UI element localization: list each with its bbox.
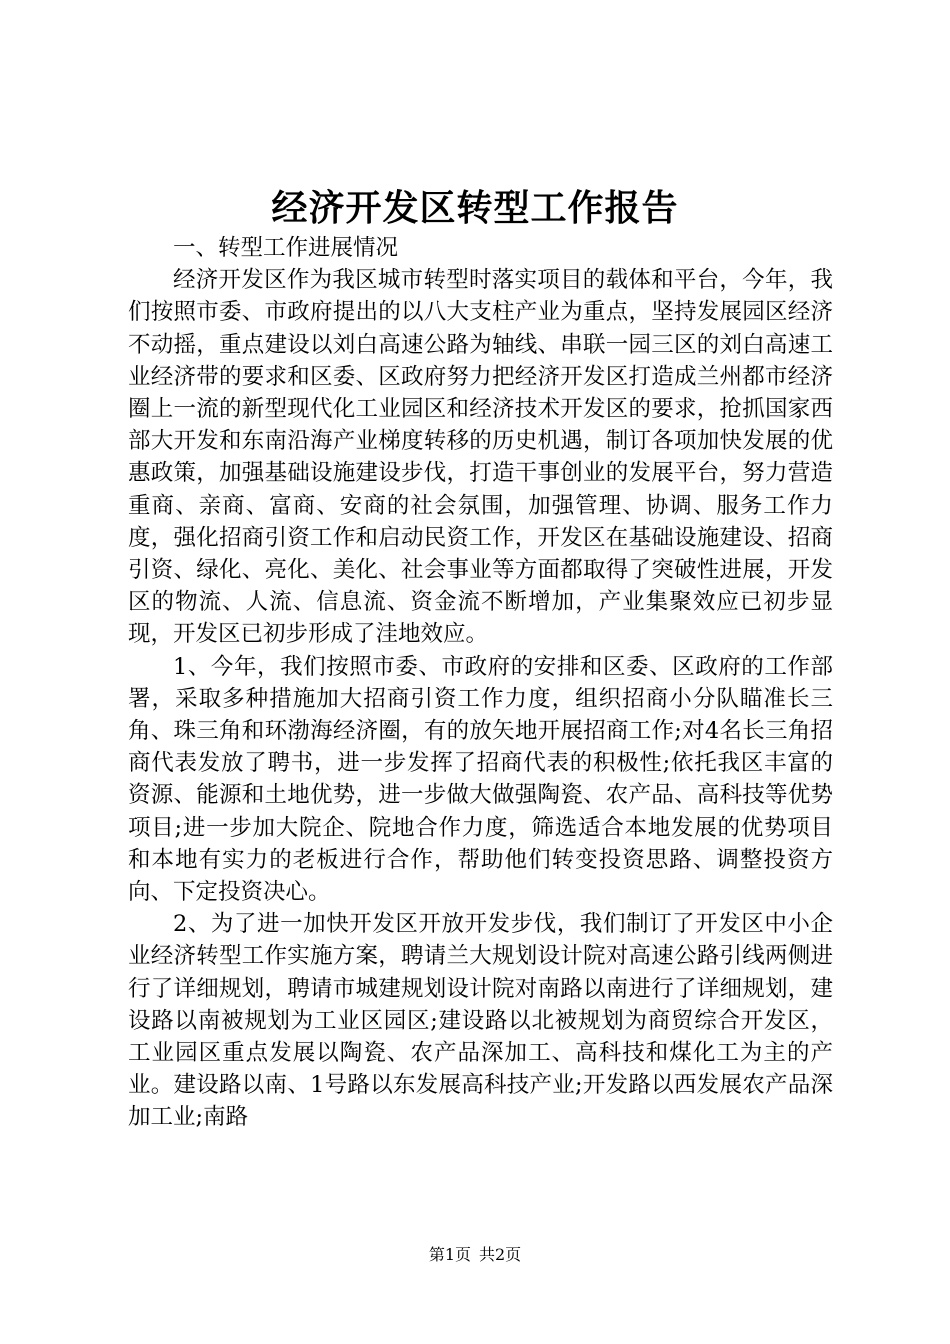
page-footer	[0, 1245, 950, 1265]
paragraph-item-1: 1、今年，我们按照市委、市政府的安排和区委、区政府的工作部署，采取多种措施加大招商引资工作力度，组织招商小分队瞄准长三角、珠三角和环渤海经济圈，有的放矢地开展招商工作;对4名长三角招商代表发放了聘书，进一步发挥了招商代表的积极性;依托我区丰富的资源、能源和土地优势，进一步做大做强陶瓷、农产品、高科技等优势项目;进一步加大院企、院地合作力度，筛选适合本地发展的优势项目和本地有实力的老板进行合作，帮助他们转变投资思路、调整投资方向、下定投资决心。	[128, 653, 833, 906]
document-body	[128, 232, 833, 1134]
paragraph-intro: 经济开发区作为我区城市转型时落实项目的载体和平台，今年，我们按照市委、市政府提出的以八大支柱产业为重点，坚持发展园区经济不动摇，重点建设以刘白高速公路为轴线、串联一园三区的刘白高速工业经济带的要求和区委、区政府努力把经济开发区打造成兰州都市经济圈上一流的新型现代化工业园区和经济技术开发区的要求，抢抓国家西部大开发和东南沿海产业梯度转移的历史机遇，制订各项加快发展的优惠政策，加强基础设施建设步伐，打造干事创业的发展平台，努力营造重商、亲商、富商、安商的社会氛围，加强管理、协调、服务工作力度，强化招商引资工作和启动民资工作，开发区在基础设施建设、招商引资、绿化、亮化、美化、社会事业等方面都取得了突破性进展，开发区的物流、人流、信息流、资金流不断增加，产业集聚效应已初步显现，开发区已初步形成了洼地效应。	[128, 267, 833, 648]
page-total: 共2页	[479, 1245, 522, 1264]
document-title: 经济开发区转型工作报告	[271, 187, 679, 229]
page-number: 第1页	[428, 1245, 471, 1264]
paragraph-item-2: 2、为了进一加快开发区开放开发步伐，我们制订了开发区中小企业经济转型工作实施方案，聘请兰大规划设计院对高速公路引线两侧进行了详细规划，聘请市城建规划设计院对南路以南进行了详细规划，建设路以南被规划为工业区园区;建设路以北被规划为商贸综合开发区，工业园区重点发展以陶瓷、农产品深加工、高科技和煤化工为主的产业。建设路以南、1号路以东发展高科技产业;开发路以西发展农产品深加工业;南路	[128, 911, 833, 1131]
section-heading: 一、转型工作进展情况	[173, 235, 399, 261]
